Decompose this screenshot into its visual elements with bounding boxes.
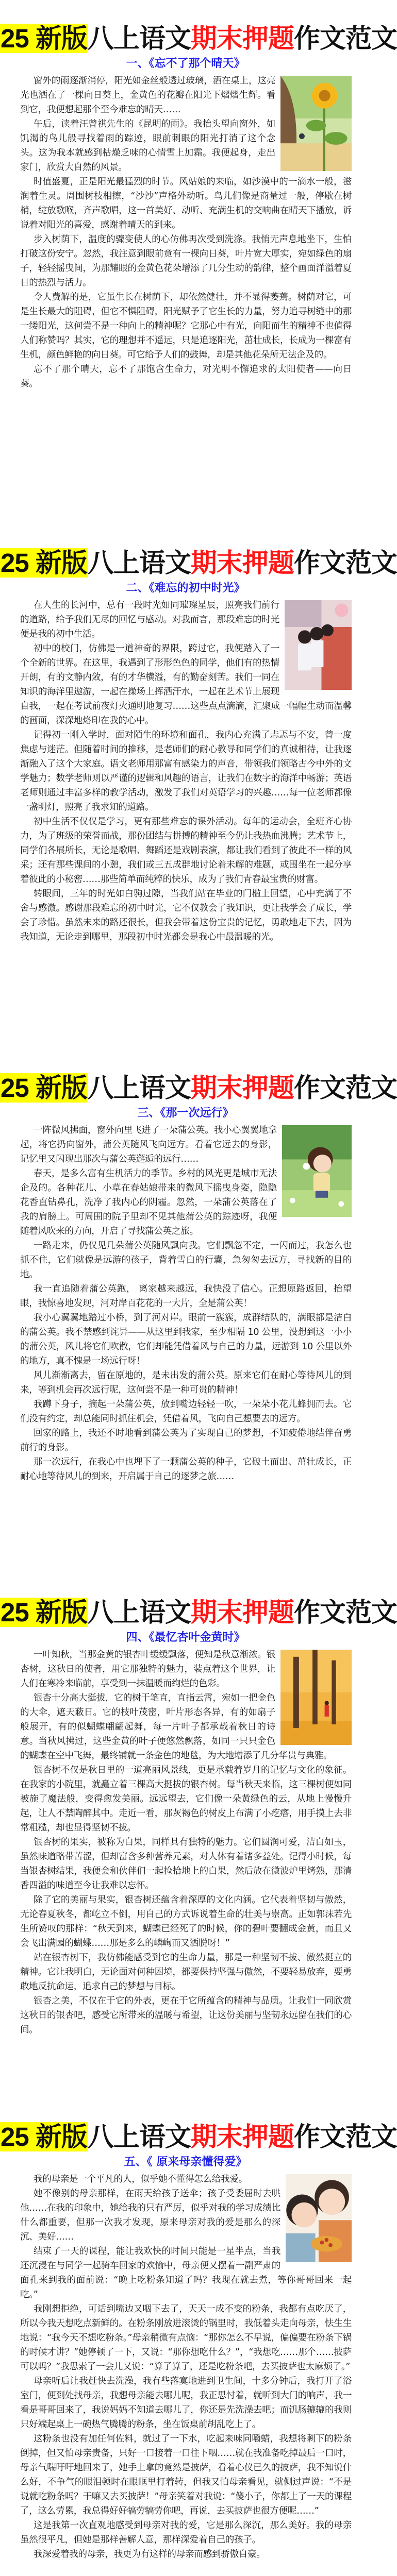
- essay-body: [20, 2172, 352, 2562]
- banner-title: [0, 23, 397, 54]
- essay-body: [20, 1648, 352, 2037]
- essay-paragraph: 我小心翼翼地踏过小桥，到了河对岸。眼前一簇簇，成群结队的，满眼都是洁白的蒲公英。我不禁感到诧异——从这里到我家，至少相隔 10 公里，没想到这一小小的蒲公英，风儿将它们吹散，它们却能凭借着风与自己的力量，远游到 10 公里以外的地方，真不愧是一场远行呀！: [20, 1313, 352, 1366]
- essay-body: [20, 1123, 352, 1484]
- banner-title: [0, 1073, 397, 1104]
- essay-title: 五、《 原来母亲懂得爱》: [124, 2156, 247, 2168]
- essay-paragraph: 记得初一刚入学时，面对陌生的环境和面孔，我内心充满了忐忑与不安，曾一度焦虑与迷茫。但随着时间的推移，是老师们的耐心教导和同学们的真诚相待，让我逐渐融入了这个大家庭。语文老师用那富有感染力的声音，带领我们领略古今中外的文学魅力；数学老师则以严谨的逻辑和风趣的语言，让我们在数字的海洋中畅游；英语老师则通过丰富多样的教学活动，激发了我们对英语学习的兴趣……每一位老师都像一盏明灯，照亮了我求知的道路。: [20, 730, 352, 812]
- essay-paragraph: 我深爱着我的母亲，我更为有这样的母亲而感到骄傲自豪。: [34, 2549, 266, 2560]
- essay-paragraph: 回家的路上，我还不时地看到蒲公英为了实现自己的梦想，不知疲倦地结伴奋勇前行的身影。: [20, 1428, 352, 1453]
- banner-red-text: 期末押题: [190, 1598, 294, 1627]
- essay-paragraph: 银杏树的果实，被称为白果，同样具有独特的魅力。它们圆润可爱，洁白如玉，虽然味道略带苦涩，但却富含多种营养元素，对人体有着诸多益处。记得小时候，每当银杏树结果，我便会和伙伴们一起捡拾地上的白果，然后放在微波炉里烤熟，那清香四溢的味道至今让我难以忘怀。: [20, 1837, 352, 1891]
- essay-section: [0, 1574, 397, 2098]
- banner-grade: 八上语文: [87, 2122, 191, 2151]
- banner-suffix: 作文范文: [293, 548, 397, 578]
- essay-paragraph: 母亲听后让我赶快去洗澡，我有些落寞地进到卫生间，十多分钟后，我打开了浴室门，便到处找母亲，我想母亲能去哪儿呢，我正思忖着，就听到大门的响声，我一看是哥哥回来了，我说妈妈不知道去哪儿了，你还是先洗澡去吧；而饥肠辘辘的我则只好端起桌上一碗热气腾腾的粉条，坐在饭桌前胡乱吃上了。: [20, 2376, 352, 2430]
- essay-paragraph: 一叶知秋，当那金黄的银杏叶缓缓飘落，便知是秋意渐浓。银杏树，这秋日的使者，用它那独特的魅力，装点着这个世界，让人们在寒冷来临前，享受到一抹温暖而绚烂的色彩。: [20, 1650, 275, 1689]
- ginkgo-trees-illustration: [280, 1650, 352, 1745]
- essay-paragraph: 站在银杏树下，我仿佛能感受到它的生命力量，那是一种坚韧不拔、傲然挺立的精神。它让我明白，无论面对何种困境，都要保持坚强与傲然，不要轻易放弃，要勇敢地反抗命运，追求自己的梦想与目标。: [20, 1953, 352, 1992]
- essay-paragraph: 令人费解的是，它虽生长在树荫下，却依然健壮，并不显得萎蔫。树荫对它，可是生长最大的阻碍，但它不惧阻碍，阳光赋予了它生长的力量，努力追寻树缝中的那一缕阳光，这何尝不是一种向上的精神呢？它那心中有光，向阳而生的精神不也值得人们称赞吗？其实，它的理想并不遥远，只是追逐阳光，茁壮成长，长成为一棵富有生机，颜色鲜艳的向日葵。可它给予人们的鼓舞，却是其他花朵所无法企及的。: [20, 292, 352, 360]
- banner-suffix: 作文范文: [293, 1073, 397, 1103]
- sunflower-illustration: [280, 76, 352, 171]
- banner-highlight: 25 新版: [1, 1073, 87, 1103]
- banner-highlight: 25 新版: [1, 1598, 87, 1627]
- banner-title: [0, 2122, 397, 2153]
- mother-pizza-illustration: [286, 2174, 352, 2262]
- banner-grade: 八上语文: [87, 1073, 191, 1103]
- essay-paragraph: 风儿渐渐离去，留在原地的，是未出发的蒲公英。原来它们在耐心等待风儿的到来，等到机会再次远行呢，这何尝不是一种可贵的精神！: [20, 1370, 352, 1395]
- essay-paragraph: 我蹲下身子，摘起一朵蒲公英，放到嘴边轻轻一吹，一朵朵小花儿蜂拥而去。它们没有约定，却总能同时抓住机会，凭借着风，飞向自己想要去的远方。: [20, 1399, 352, 1424]
- banner-grade: 八上语文: [87, 548, 191, 578]
- essay-paragraph: 我刚想拒绝，可话到嘴边又咽下去了，天天一成不变的粉条，我都有点吃厌了，所以今我天想吃点新鲜的。在粉条刚放进滚烫的锅里时，我低着头走向母亲，怯生生地说：“我今天不想吃粉条。”母亲稍微有点恼：“那你怎么不早说，偏偏要在粉条下锅的时候才讲？”她停顿了一下，又说：“那你想吃什么？”，“我想吃……那个……披萨可以吗？”我思索了一会儿又说：“算了算了，还是吃粉条吧，去买披萨也太麻烦了。”: [20, 2304, 352, 2372]
- banner-title: [0, 1597, 397, 1628]
- essay-paragraph: 这是我第一次直观地感受到母亲对我的爱，它是那么深沉，那么美好。我的母亲虽然很平凡，但她是那样善解人意，那样深爱着自己的孩子。: [20, 2520, 352, 2545]
- banner-red-text: 期末押题: [190, 1073, 294, 1103]
- banner-title: [0, 548, 397, 579]
- essay-paragraph: 转眼间，三年的时光如白驹过隙，当我们站在毕业的门槛上回望，心中充满了不舍与感激。感谢那段难忘的初中时光，它不仅教会了我知识，更让我学会了成长，学会了珍惜。虽然未来的路还很长，但我会带着这份宝贵的记忆，勇敢地走下去，因为我知道，无论走到哪里，那段初中时光都会是我心中最温暖的光。: [20, 889, 352, 942]
- banner-grade: 八上语文: [87, 1598, 191, 1627]
- essay-title: 四、《最忆杏叶金黄时》: [126, 1631, 245, 1644]
- essay-paragraph: 步入树荫下，温度的骤变使人的心仿佛再次受到洗涤。我悄无声息地坐下，生怕打破这份安宁。忽然，我注意到眼前竟有一棵向日葵，叶片宽大厚实，宛如绿色的扇子，轻轻摇曳间，为那耀眼的金黄色花朵增添了几分生动的韵律，整个画面洋溢着夏日的热烈与活力。: [20, 234, 352, 288]
- banner-highlight: 25 新版: [1, 548, 87, 578]
- essay-paragraph: 这粉条也没有加任何佐料，就过了一下水，吃起来味同嚼蜡，我想将剩下的粉条倒掉，但又怕母亲责备，只好一口接着一口往下咽……就在我准备吃掉最后一口时，母亲气喘吁吁地回来了，她手上拿的竟然是披萨，看着心仪已久的披萨，我不知说什么好，不争气的眼泪顿时在眼眶里打着转，但我又怕母亲看见，就侧过声说：“不是说就吃粉条吗？干嘛又去买披萨！”母亲笑着对我说：“傻小子，你都上了一天的课程了，这么劳累，我总得好好犒劳犒劳你吧，再说，去买披萨也很方便呢……”: [20, 2434, 352, 2516]
- essay-paragraph: 银杏十分高大挺拔，它的树干笔直，直指云霄，宛如一把金色的大伞，遮天蔽日。它的枝叶茂密，叶片形态各异，有的如扇子般展开，有的似蝴蝶翩翩起舞，每一片叶子都承载着秋日的诗意。当秋风拂过，这些金黄的叶子便悠然飘落，如同一只只金色的蝴蝶在空中飞舞，最终铺就一条金色的地毯，为大地增添了几分华贵与典雅。: [20, 1693, 333, 1761]
- essay-paragraph: 一阵微风拂面，窗外向里飞进了一朵蒲公英。我小心翼翼地拿起，将它扔向窗外，蒲公英随风飞向远方。看着它远去的身影，记忆里又闪现出那次与蒲公英邂逅的远行……: [20, 1125, 277, 1164]
- essay-paragraph: 在人生的长河中，总有一段时光如同璀璨星辰，照亮我们前行的道路，给予我们无尽的回忆与感动。对我而言，那段难忘的时光便是我的初中生活。: [20, 600, 279, 639]
- essay-paragraph: 除了它的美丽与果实，银杏树还蕴含着深厚的文化内涵。它代表着坚韧与傲然，无论春夏秋冬，都屹立不倒，用自己的方式诉说着生命的壮美与崇高。正如郭沫若先生所赞叹的那样：“秋天到来，蝴蝶已经死了的时候，你的碧叶要翻成金黄，而且又会飞出满园的蝴蝶……那是多么的嶙峋而又洒脱呀！”: [20, 1895, 352, 1948]
- essay-paragraph: 初中的校门，仿佛是一道神奇的界限，跨过它，我便踏入了一个全新的世界。在这里，我遇到了形形色色的同学，他们有的热情开朗，有的文静内敛，有的才华横溢，有的勤奋刻苦。我们一同在知识的海洋里遨游，一起在操场上挥洒汗水，一起在艺术节上展现自我，一起在考试前夜灯火通明地复习……这些点点滴滴，汇聚成一幅幅生动而温馨的画面，深深地烙印在我的心中。: [20, 643, 352, 726]
- essay-paragraph: 我的母亲是一个平凡的人，似乎她不懂得怎么给我爱。: [34, 2174, 248, 2184]
- banner-suffix: 作文范文: [293, 1598, 397, 1627]
- essay-paragraph: 午后，读着汪曾祺先生的《昆明的雨》。我抬头望向窗外，如饥渴的鸟儿般寻找着雨的踪迹，眼前刺眼的阳光打消了这个念头。这为我本就感到枯燥乏味的心情雪上加霜。我便起身，走出家门，欣赏大自然的风景。: [20, 119, 275, 173]
- essay-title: 二、《难忘的初中时光》: [126, 582, 245, 595]
- banner-red-text: 期末押题: [190, 2122, 294, 2151]
- dandelion-girl-illustration: [282, 1125, 352, 1217]
- essay-paragraph: 银杏树不仅是秋日里的一道亮丽风景线，更是承载着岁月的记忆与文化的象征。在我家的小院里，就矗立着三棵高大挺拔的银杏树。每当秋天来临，这三棵树便如同被施了魔法般，变得愈发美丽。远远望去，它们像一朵黄绿色的云，从地上慢慢升起，让人不禁陶醉其中。走近一看，那灰褐色的树皮上布满了小疙瘩，用手摸上去非常粗糙，却也显得坚韧不拔。: [20, 1765, 352, 1833]
- essay-paragraph: 结束了一天的课程，能让我欢快的时间只能是一星半点，当我还沉浸在与同学一起骑车回家的欢愉中，母亲便又摆着一副严肃的面孔来到我的面前说：“晚上吃粉条知道了吗？我现在就去煮，等你哥哥回来一起吃。”: [20, 2246, 352, 2300]
- essay-paragraph: 一路走来，仍仅见几朵蒲公英随风飘向我。它们飘忽不定，一闪而过，我怎么也抓不住，它们就像是远游的孩子，背着雪白的行囊，急匆匆去远方，寻找新的目的地。: [20, 1241, 352, 1280]
- essay-paragraph: 她不像别的母亲那样，在雨天给孩子送伞；孩子受委屈时去哄他……在我的印象中，她给我的只有严厉，似乎对我的学习成绩比什么都重要，但那一次我才发现，原来母亲对我的爱是那么的深沉、美好……: [20, 2189, 280, 2242]
- banner-red-text: 期末押题: [190, 24, 294, 53]
- banner-grade: 八上语文: [87, 24, 191, 53]
- essay-paragraph: 我一直追随着蒲公英跑， 离家越来越远，我快没了信心。正想原路返回，抬望眼，我惊喜地发现，河对岸百花花的一大片，全是蒲公英！: [20, 1284, 352, 1309]
- essay-paragraph: 忘不了那个晴天，忘不了那饱含生命力，对光明不懈追求的太阳使者——向日葵。: [20, 364, 352, 389]
- essay-paragraph: 银杏之美，不仅在于它的外表，更在于它所蕴含的精神与品质。让我们一同欣赏这秋日的银杏吧，感受它所带来的温暖与希望，让这份美丽与坚韧永远留在我们的心间。: [20, 1996, 352, 2035]
- essay-title: 三、《那一次远行》: [137, 1107, 234, 1120]
- essay-paragraph: 那一次远行，在我心中也埋下了一颗蒲公英的种子，它破土而出、茁壮成长，正耐心地等待风儿的到来，开启属于自己的逐梦之旅……: [20, 1457, 352, 1482]
- essay-section: [0, 2098, 397, 2567]
- essay-paragraph: 初中生活不仅仅是学习，更有那些难忘的课外活动。每年的运动会，全班齐心协力，为了班级的荣誉而战，那份团结与拼搏的精神至今仍让我热血沸腾；艺术节上，同学们各展所长，无论是歌唱、舞蹈还是戏剧表演，都让我们看到了彼此不一样的风采；还有那些课间的小憩，我们或三五成群地讨论着未解的难题，或围坐在一起分享着彼此的小秘密……那些简单而纯粹的快乐，成为了我们青春最宝贵的财富。: [20, 817, 352, 885]
- essay-body: [20, 598, 352, 944]
- essay-paragraph: 春天，是多么富有生机活力的季节。乡村的风光更是城市无法企及的。各种花儿、小草在春姑娘带来的微风下摇曳身姿，隐隐花香直钻鼻孔，洗净了我内心的阴霾。忽然，一朵蒲公英落在了我的肩膀上。可周围的院子里却不见其他蒲公英的踪迹呀，我便随着风吹来的方向，开启了寻找蒲公英之旅。: [20, 1168, 277, 1236]
- essay-title: 一、《忘不了那个晴天》: [126, 57, 245, 70]
- essay-paragraph: 窗外的雨逐渐消停，阳光如金丝般透过玻璃，洒在桌上，这亮光也洒在了一棵向日葵上，金黄色的花瓣在阳光下熠熠生辉。看到它，我便想起那个至今难忘的晴天……: [20, 76, 275, 115]
- essay-section: [0, 1049, 397, 1574]
- banner-red-text: 期末押题: [190, 548, 294, 578]
- essay-section: [0, 524, 397, 1049]
- banner-suffix: 作文范文: [293, 2122, 397, 2151]
- banner-suffix: 作文范文: [293, 24, 397, 53]
- school-girls-illustration: [285, 600, 352, 690]
- essay-paragraph: 时值盛夏，正是阳光最猛烈的时节。风姑娘的来临，如沙漠中的一滴水一般，滋润着生灵。周围树枝相擦，“沙沙”声格外动听。鸟儿们像是商量过一般，停歇在树梢，绽放歌喉，齐声歌唱，这一首美好、动听、充满生机的交响曲在晴天下播放，诉说着对阳光的喜爱，感谢着晴天的到来。: [20, 177, 352, 230]
- essay-body: [20, 74, 352, 391]
- banner-highlight: 25 新版: [1, 2122, 87, 2151]
- essay-section: [0, 0, 397, 524]
- banner-highlight: 25 新版: [1, 24, 87, 53]
